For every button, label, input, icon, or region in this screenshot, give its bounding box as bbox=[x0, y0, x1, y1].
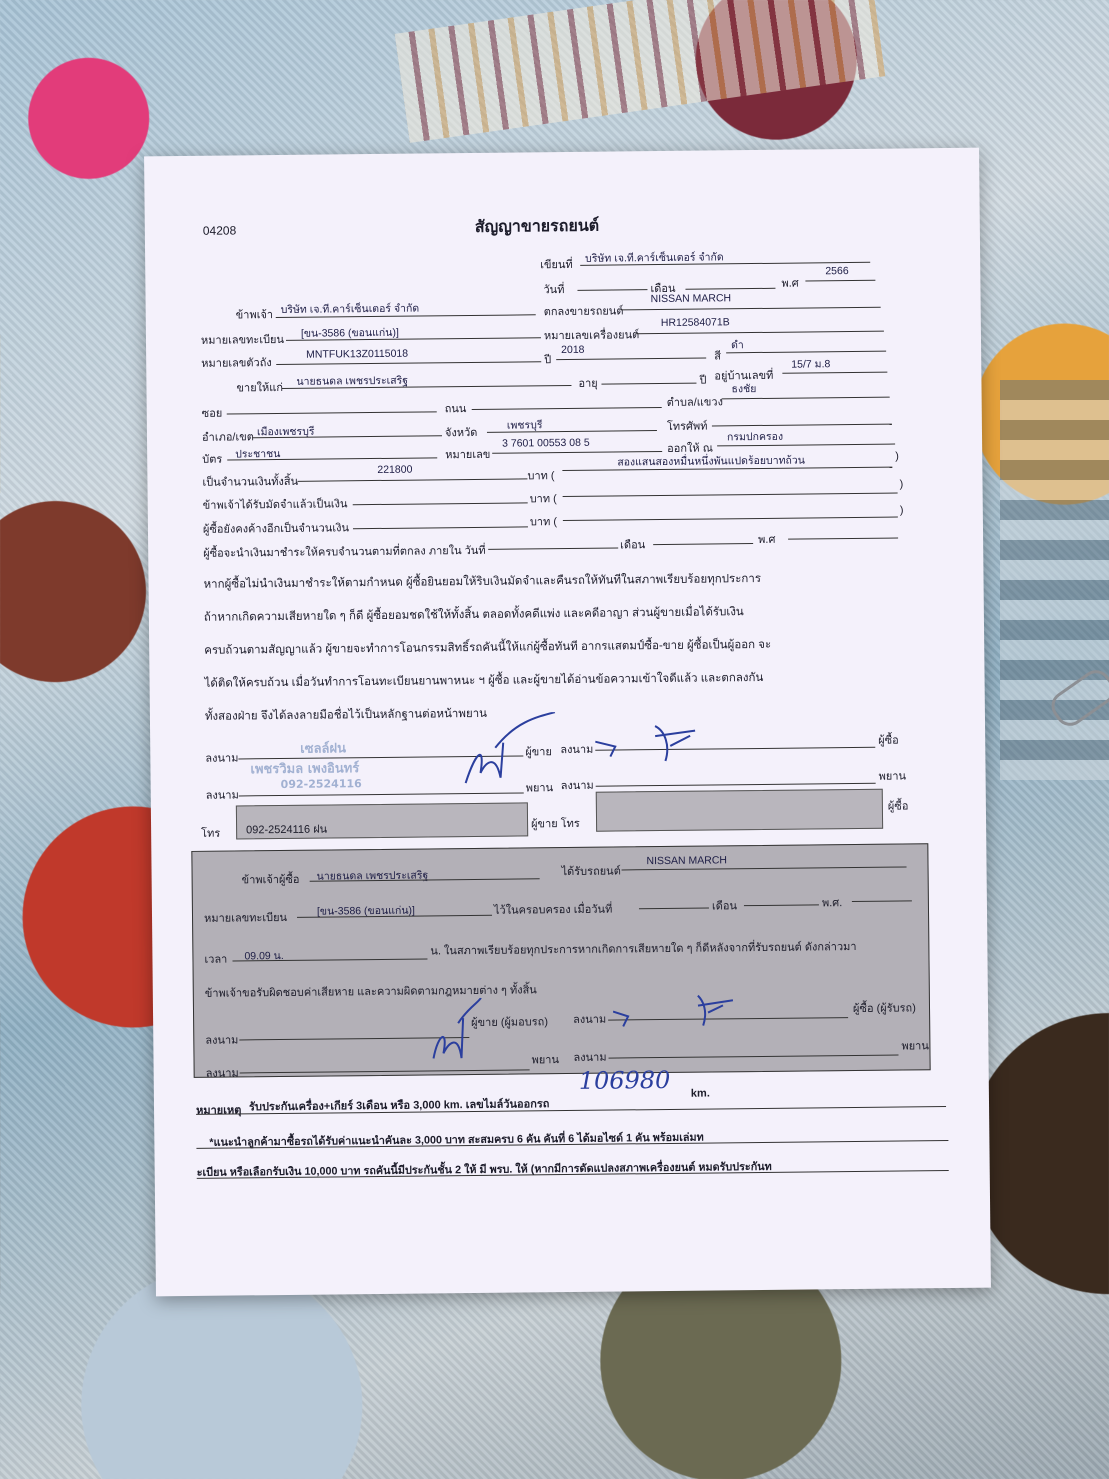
terms-line-5: ทั้งสองฝ่าย จึงได้ลงลายมือชื่อไว้เป็นหลักฐานต่อหน้าพยาน bbox=[204, 707, 488, 723]
line bbox=[563, 517, 898, 522]
line bbox=[577, 289, 647, 291]
address-no-value: 15/7 ม.8 bbox=[791, 358, 831, 371]
card-type-value: ประชาชน bbox=[235, 447, 281, 461]
receipt-witness-label-2: พยาน bbox=[901, 1040, 929, 1053]
issued-by-value: กรมปกครอง bbox=[726, 430, 784, 444]
liability-text: ข้าพเจ้าขอรับผิดชอบค่าเสียหาย และความผิดตามกฎหมายต่าง ๆ ทั้งสิ้น bbox=[204, 984, 537, 1000]
total-label: เป็นจำนวนเงินทั้งสิ้น bbox=[202, 475, 299, 489]
witness-label-1: พยาน bbox=[525, 782, 554, 795]
remain-baht-label: บาท ( bbox=[529, 516, 558, 529]
receipt-sign-label-2: ลงนาม bbox=[573, 1013, 607, 1026]
receipt-year-label: พ.ศ. bbox=[821, 897, 843, 910]
pay-month-label: เดือน bbox=[620, 539, 646, 552]
line bbox=[556, 358, 706, 361]
receipt-plate-value: [ขน-3586 (ขอนแก่น)] bbox=[316, 904, 415, 918]
day-label: วันที่ bbox=[543, 284, 565, 297]
written-at-value: บริษัท เจ.ที.คาร์เซ็นเตอร์ จำกัด bbox=[585, 251, 724, 265]
witness-label-2: พยาน bbox=[878, 770, 907, 783]
card-no-value: 3 7601 00553 08 5 bbox=[502, 436, 590, 450]
age-unit: ปี bbox=[699, 374, 707, 387]
pay-by-label: ผู้ซื้อจะนำเงินมาชำระให้ครบจำนวนตามที่ตกลง ภายใน วันที่ bbox=[203, 544, 486, 560]
receipt-buyer-label: ข้าพเจ้าผู้ซื้อ bbox=[241, 873, 300, 887]
terms-line-3: ครบถ้วนตามสัญญาแล้ว ผู้ขายจะทำการโอนกรรมสิทธิ์รถคันนี้ให้แก่ผู้ซื้อทันที อากรแสตมป์ซื้อ-ขาย ผู้ซื้อเป็นผู้ออก จะ bbox=[204, 638, 772, 657]
line bbox=[712, 424, 892, 427]
total-baht-label: บาท ( bbox=[527, 470, 555, 483]
car-model-value: NISSAN MARCH bbox=[650, 292, 732, 306]
subdistrict-label: ตำบล/แขวง bbox=[666, 396, 723, 409]
phone-label: โทรศัพท์ bbox=[666, 420, 708, 433]
agree-sell-label: ตกลงขายรถยนต์ bbox=[543, 305, 624, 319]
receipt-buyer-value: นายธนดล เพชรประเสริฐ bbox=[316, 869, 429, 883]
buyer-name-value: นายธนดล เพชรประเสริฐ bbox=[296, 374, 409, 388]
line bbox=[782, 372, 887, 374]
terms-line-2: ถ้าหากเกิดความเสียหายใด ๆ ก็ดี ผู้ซื้อยอมชดใช้ให้ทั้งสิ้น ตลอดทั้งคดีแพ่ง และคดีอาญา ส่วนผู้ขายเมื่อได้รับเงิน bbox=[203, 606, 744, 624]
seller-phone-value: 092-2524116 ฝน bbox=[246, 823, 328, 837]
background-pattern-right bbox=[1000, 380, 1109, 780]
total-text-value: สองแสนสองหมื่นหนึ่งพันแปดร้อยบาทถ้วน bbox=[617, 454, 805, 469]
seller-stamp-line-1: เซลล์ฝน bbox=[300, 741, 347, 757]
line bbox=[636, 331, 884, 335]
line bbox=[601, 383, 696, 385]
receipt-buyer-signature bbox=[613, 990, 743, 1031]
line bbox=[596, 783, 876, 787]
remain-label: ผู้ซื้อยังคงค้างอีกเป็นจำนวนเงิน bbox=[202, 522, 350, 536]
receipt-sign-label-4: ลงนาม bbox=[573, 1051, 607, 1064]
color-label: สี bbox=[714, 350, 721, 363]
document-number: 04208 bbox=[202, 223, 237, 238]
close-paren: ) bbox=[899, 478, 904, 491]
buyer-phone-box bbox=[596, 789, 883, 832]
plate-value: [ขน-3586 (ขอนแก่น)] bbox=[300, 326, 399, 340]
age-label: อายุ bbox=[578, 377, 598, 390]
province-value: เพชรบุรี bbox=[506, 419, 543, 432]
chassis-no-value: MNTFUK13Z0115018 bbox=[306, 347, 409, 361]
deposit-label: ข้าพเจ้าได้รับมัดจำแล้วเป็นเงิน bbox=[202, 498, 348, 512]
buyer-signature bbox=[595, 715, 726, 766]
received-label: ได้รับรถยนต์ bbox=[561, 865, 621, 879]
remark-line-3: ะเบียน หรือเลือกรับเงิน 10,000 บาท รถคันนี้มีประกันชั้น 2 ให้ มี พรบ. ให้ (หากมีการดัดแปลงสภาพเครื่องยนต์ หมดรับประกันท bbox=[196, 1160, 772, 1179]
line bbox=[563, 493, 898, 498]
close-paren: ) bbox=[899, 504, 904, 517]
year-value: 2566 bbox=[825, 265, 849, 278]
line bbox=[239, 792, 524, 796]
chassis-label: หมายเลขตัวถัง bbox=[201, 357, 272, 370]
line bbox=[788, 538, 898, 540]
line bbox=[353, 502, 528, 505]
document-title: สัญญาขายรถยนต์ bbox=[474, 217, 600, 236]
month-label: เดือน bbox=[650, 282, 676, 296]
district-label: อำเภอ/เขต bbox=[201, 431, 254, 444]
time-label: เวลา bbox=[204, 953, 228, 966]
sign-label-seller: ลงนาม bbox=[205, 752, 239, 765]
line bbox=[621, 307, 881, 311]
line bbox=[805, 280, 875, 282]
time-value: 09.09 น. bbox=[244, 949, 284, 963]
remark-label: หมายเหตุ bbox=[195, 1104, 242, 1117]
line bbox=[685, 288, 775, 290]
deposit-baht-label: บาท ( bbox=[529, 493, 557, 506]
district-value: เมืองเพชรบุรี bbox=[256, 425, 315, 439]
seller-sig-label: ผู้ขาย bbox=[525, 746, 552, 759]
sign-label-witness-2: ลงนาม bbox=[560, 779, 594, 793]
buyer-sig-label: ผู้ซื้อ bbox=[878, 734, 899, 747]
remark-line-2: *แนะนำลูกค้ามาซื้อรถได้รับค่าแนะนำคันละ 3,000 บาท สะสมครบ 6 คัน คันที่ 6 ได้มอไซด์ 1 คัน พร้อมเล่มท bbox=[209, 1131, 704, 1149]
line bbox=[653, 543, 753, 545]
receipt-witness-label-1: พยาน bbox=[531, 1054, 560, 1067]
seller-tel-label: ผู้ขาย โทร bbox=[531, 817, 580, 831]
seller-label: ข้าพเจ้า bbox=[235, 309, 274, 322]
received-car-value: NISSAN MARCH bbox=[646, 854, 728, 868]
remark-line-1: รับประกันเครื่อง+เกียร์ 3เดือน หรือ 3,000 km. เลขไมล์วันออกรถ bbox=[248, 1098, 550, 1114]
seller-signature bbox=[455, 712, 566, 793]
receipt-seller-signature bbox=[423, 998, 484, 1069]
receipt-plate-label: หมายเลขทะเบียน bbox=[203, 911, 288, 925]
line bbox=[227, 411, 437, 414]
tel-label: โทร bbox=[201, 827, 221, 840]
engine-label: หมายเลขเครื่องยนต์ bbox=[543, 329, 640, 343]
subdistrict-value: ธงชัย bbox=[731, 383, 757, 396]
seller-stamp-line-3: 092-2524116 bbox=[280, 777, 362, 792]
line bbox=[276, 361, 541, 365]
line bbox=[726, 351, 886, 354]
engine-no-value: HR12584071B bbox=[660, 316, 730, 330]
issued-by-label: ออกให้ ณ bbox=[667, 442, 713, 455]
buyer-receive-label: ผู้ซื้อ (ผู้รับรถ) bbox=[852, 1002, 916, 1016]
receipt-month-label: เดือน bbox=[711, 900, 738, 913]
line bbox=[297, 478, 527, 481]
soi-label: ซอย bbox=[201, 407, 223, 420]
buyer-tel-label: ผู้ซื้อ bbox=[887, 800, 909, 813]
address-label: อยู่บ้านเลขที่ bbox=[714, 369, 774, 383]
possess-label: ไว้ในครอบครอง เมื่อวันที่ bbox=[493, 903, 613, 917]
card-no-label: หมายเลข bbox=[445, 448, 491, 462]
road-label: ถนน bbox=[444, 403, 467, 416]
terms-line-1: หากผู้ซื้อไม่นำเงินมาชำระให้ตามกำหนด ผู้ซื้อยินยอมให้ริบเงินมัดจำและคืนรถให้ทันทีในสภาพเรียบร้อยทุกประการ bbox=[203, 572, 762, 591]
receipt-sign-label-1: ลงนาม bbox=[205, 1034, 239, 1047]
color-value: ดำ bbox=[731, 339, 744, 352]
seller-handover-label: ผู้ขาย (ผู้มอบรถ) bbox=[471, 1016, 549, 1030]
plate-label: หมายเลขทะเบียน bbox=[200, 333, 285, 347]
line bbox=[472, 407, 662, 410]
card-label: บัตร bbox=[202, 453, 223, 466]
km-label: km. bbox=[690, 1087, 710, 1100]
year-label: พ.ศ bbox=[781, 277, 799, 290]
year-model-value: 2018 bbox=[561, 343, 585, 357]
sign-label-buyer: ลงนาม bbox=[560, 743, 594, 757]
seller-stamp-line-2: เพชรวิมล เพงอินทร์ bbox=[250, 761, 360, 778]
sign-label-witness-1: ลงนาม bbox=[205, 789, 239, 802]
year-model-label: ปี bbox=[544, 354, 552, 367]
written-at-label: เขียนที่ bbox=[540, 258, 573, 272]
time-tail-text: น. ในสภาพเรียบร้อยทุกประการหากเกิดการเสียหายใด ๆ ก็ดีหลังจากที่รับรถยนต์ ดังกล่าวมา bbox=[430, 940, 857, 958]
receipt-sign-label-3: ลงนาม bbox=[205, 1067, 239, 1080]
seller-value: บริษัท เจ.ที.คาร์เซ็นเตอร์ จำกัด bbox=[280, 302, 420, 316]
line bbox=[488, 547, 618, 549]
total-value: 221800 bbox=[377, 463, 413, 476]
mileage-value: 106980 bbox=[578, 1065, 671, 1095]
contract-sheet bbox=[144, 148, 991, 1297]
close-paren: ) bbox=[895, 450, 899, 463]
province-label: จังหวัด bbox=[444, 426, 478, 440]
line bbox=[353, 526, 528, 529]
pay-year-label: พ.ศ bbox=[758, 533, 776, 546]
terms-line-4: ได้ติดให้ครบถ้วน เมื่อวันทำการโอนทะเบียนยานพาหนะ ฯ ผู้ซื้อ และผู้ขายได้อ่านข้อความเข้าใจดีแล้ว และตกลงกัน bbox=[204, 671, 764, 690]
sell-to-label: ขายให้แก่ bbox=[236, 381, 284, 395]
